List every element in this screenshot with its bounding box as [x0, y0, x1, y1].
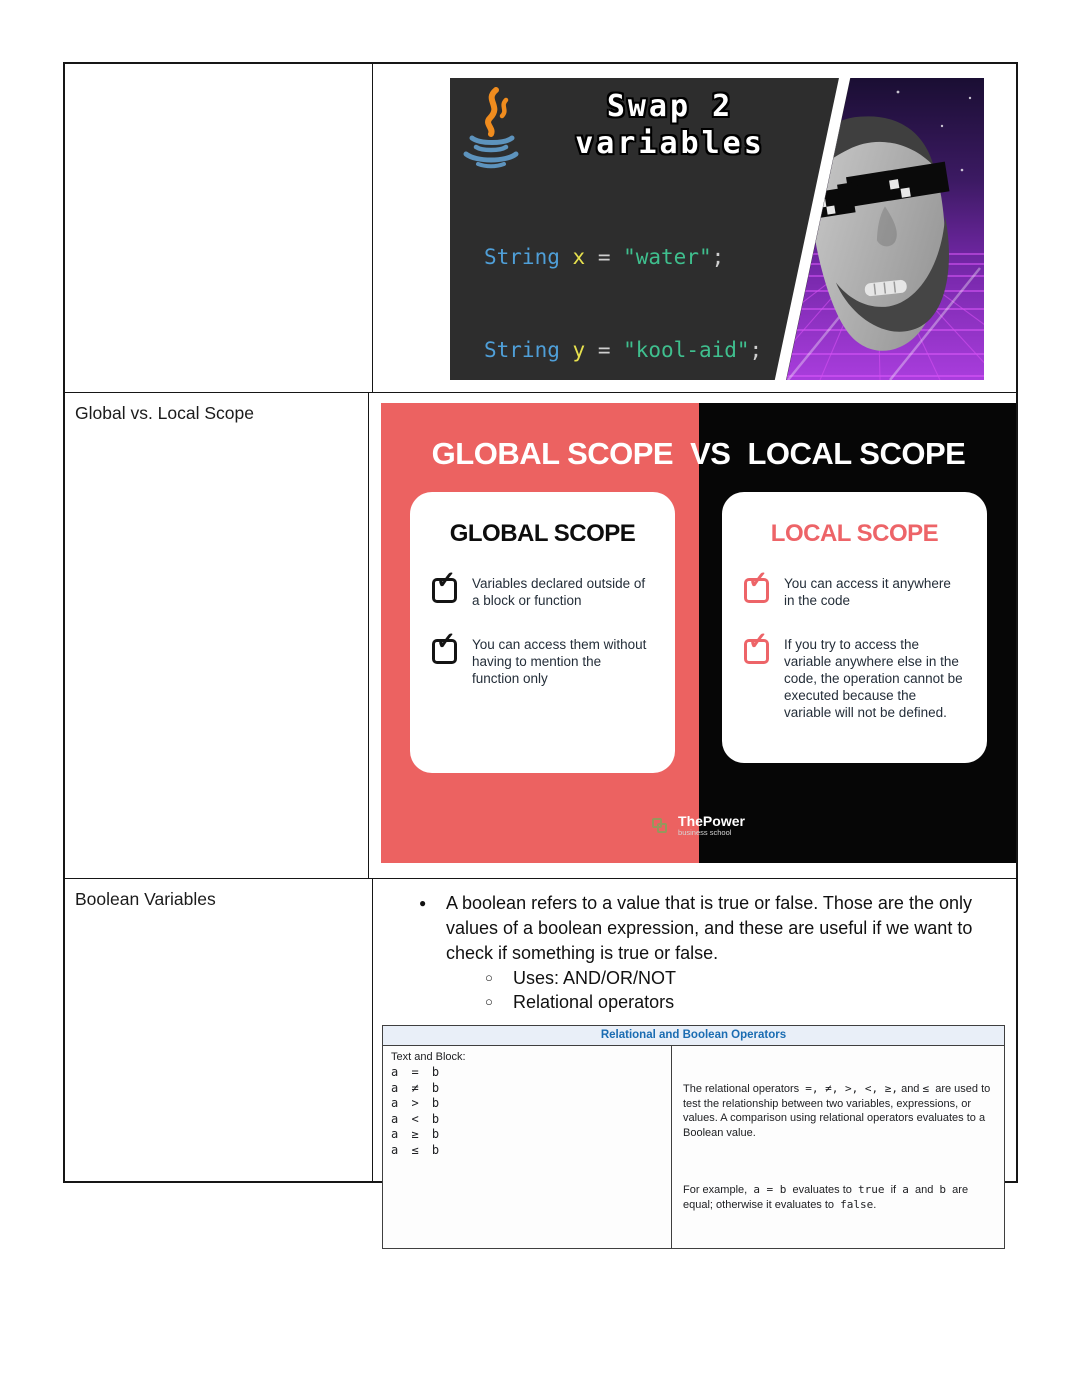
checkbox-icon	[744, 567, 769, 603]
swap-variables-meme-image[interactable]	[450, 78, 984, 380]
bullet-item	[419, 891, 1016, 966]
circle-bullet-icon: ○	[485, 970, 493, 985]
row3-content-cell[interactable]	[373, 879, 1016, 1211]
operators-description: The relational operators =, ≠, >, <, ≥, and ≤ are used to test the relationship between two variables, expressions, or values. A comparison using relational operators evaluates to a Boolean value.	[683, 1082, 994, 1139]
boolean-notes	[373, 879, 1016, 1249]
row1-content-cell	[373, 64, 1016, 392]
row1-label-cell[interactable]	[65, 64, 373, 392]
list-item	[432, 628, 653, 687]
check-item-text: If you try to access the variable anywhere else in the code, the operation cannot be executed because the variable will not be defined.	[784, 637, 963, 720]
operator-line: a < b	[391, 1111, 443, 1126]
logo-subtitle: business school	[678, 828, 732, 837]
checkbox-icon	[432, 628, 457, 664]
table-row-swap-variables	[65, 64, 1016, 393]
checkbox-icon	[432, 567, 457, 603]
operators-example: For example, a = b evaluates to true if a and b are equal; otherwise it evaluates to false.	[683, 1183, 972, 1211]
global-card-title: GLOBAL SCOPE	[449, 520, 636, 547]
infographic-title	[381, 436, 1016, 472]
meme-title	[524, 78, 816, 162]
relational-operators-table	[382, 1025, 1005, 1249]
row2-content-cell	[369, 393, 1016, 878]
list-item	[744, 567, 965, 609]
local-card-title: LOCAL SCOPE	[770, 520, 939, 547]
bullet-text: A boolean refers to a value that is true or false. Those are the only values of a boolean expression, and these are useful if we want to check if something is true or false.	[446, 893, 973, 963]
checkbox-icon	[744, 628, 769, 664]
sub-bullet-text: Uses: AND/OR/NOT	[513, 968, 677, 988]
text-and-block-label: Text and Block:	[391, 1051, 466, 1063]
check-item-text: Variables declared outside of a block or function	[472, 576, 646, 608]
checkmark-icon: ✓	[436, 628, 457, 655]
checkmark-icon: ✓	[748, 567, 769, 594]
thepower-logo-text	[678, 815, 745, 837]
operators-table-body	[383, 1046, 1004, 1248]
table-row-scope	[65, 393, 1016, 879]
thepower-logo	[381, 815, 1016, 837]
row3-label-cell[interactable]	[65, 879, 373, 1181]
sub-bullet-text: Relational operators	[513, 992, 675, 1012]
list-item	[432, 567, 653, 609]
circle-bullet-icon: ○	[485, 994, 493, 1009]
local-scope-card	[722, 492, 987, 763]
check-item-text: You can access them without having to mention the function only	[472, 637, 647, 686]
operator-line: a ≠ b	[391, 1080, 443, 1095]
checkmark-icon: ✓	[436, 567, 457, 594]
java-logo-icon	[458, 86, 524, 170]
global-scope-card	[410, 492, 675, 773]
row2-label-cell[interactable]	[65, 393, 369, 878]
row3-label: Boolean Variables	[75, 889, 216, 909]
operators-table-right-cell	[672, 1046, 1004, 1248]
code-line: String y = "kool-aid";	[484, 338, 763, 362]
title-global: GLOBAL SCOPE	[431, 436, 674, 471]
checkmark-icon: ✓	[748, 628, 769, 655]
title-local: LOCAL SCOPE	[747, 436, 966, 471]
operator-line: a ≤ b	[391, 1142, 443, 1157]
scope-infographic-image[interactable]	[381, 403, 1016, 863]
table-row-boolean	[65, 879, 1016, 1211]
meme-title-line1: Swap 2	[606, 89, 734, 124]
meme-title-line2: variables	[575, 126, 765, 161]
operator-line: a ≥ b	[391, 1127, 443, 1141]
title-vs: VS	[690, 436, 731, 471]
row2-label: Global vs. Local Scope	[75, 403, 254, 423]
operator-line: a > b	[391, 1096, 443, 1110]
operators-table-header: Relational and Boolean Operators	[383, 1026, 1004, 1046]
list-item	[744, 628, 965, 721]
logo-name: ThePower	[678, 813, 745, 829]
code-line: String x = "water";	[484, 245, 725, 269]
thepower-logo-icon	[652, 817, 670, 835]
bullet-icon: ●	[419, 896, 427, 910]
logo-square-front	[657, 823, 667, 833]
sub-bullet-item	[485, 966, 1016, 990]
notes-table	[63, 62, 1018, 1211]
operators-table-left-cell	[383, 1046, 672, 1248]
operator-line: a = b	[391, 1065, 443, 1079]
check-item-text: You can access it anywhere in the code	[784, 576, 951, 608]
sub-bullet-item	[485, 990, 1016, 1014]
